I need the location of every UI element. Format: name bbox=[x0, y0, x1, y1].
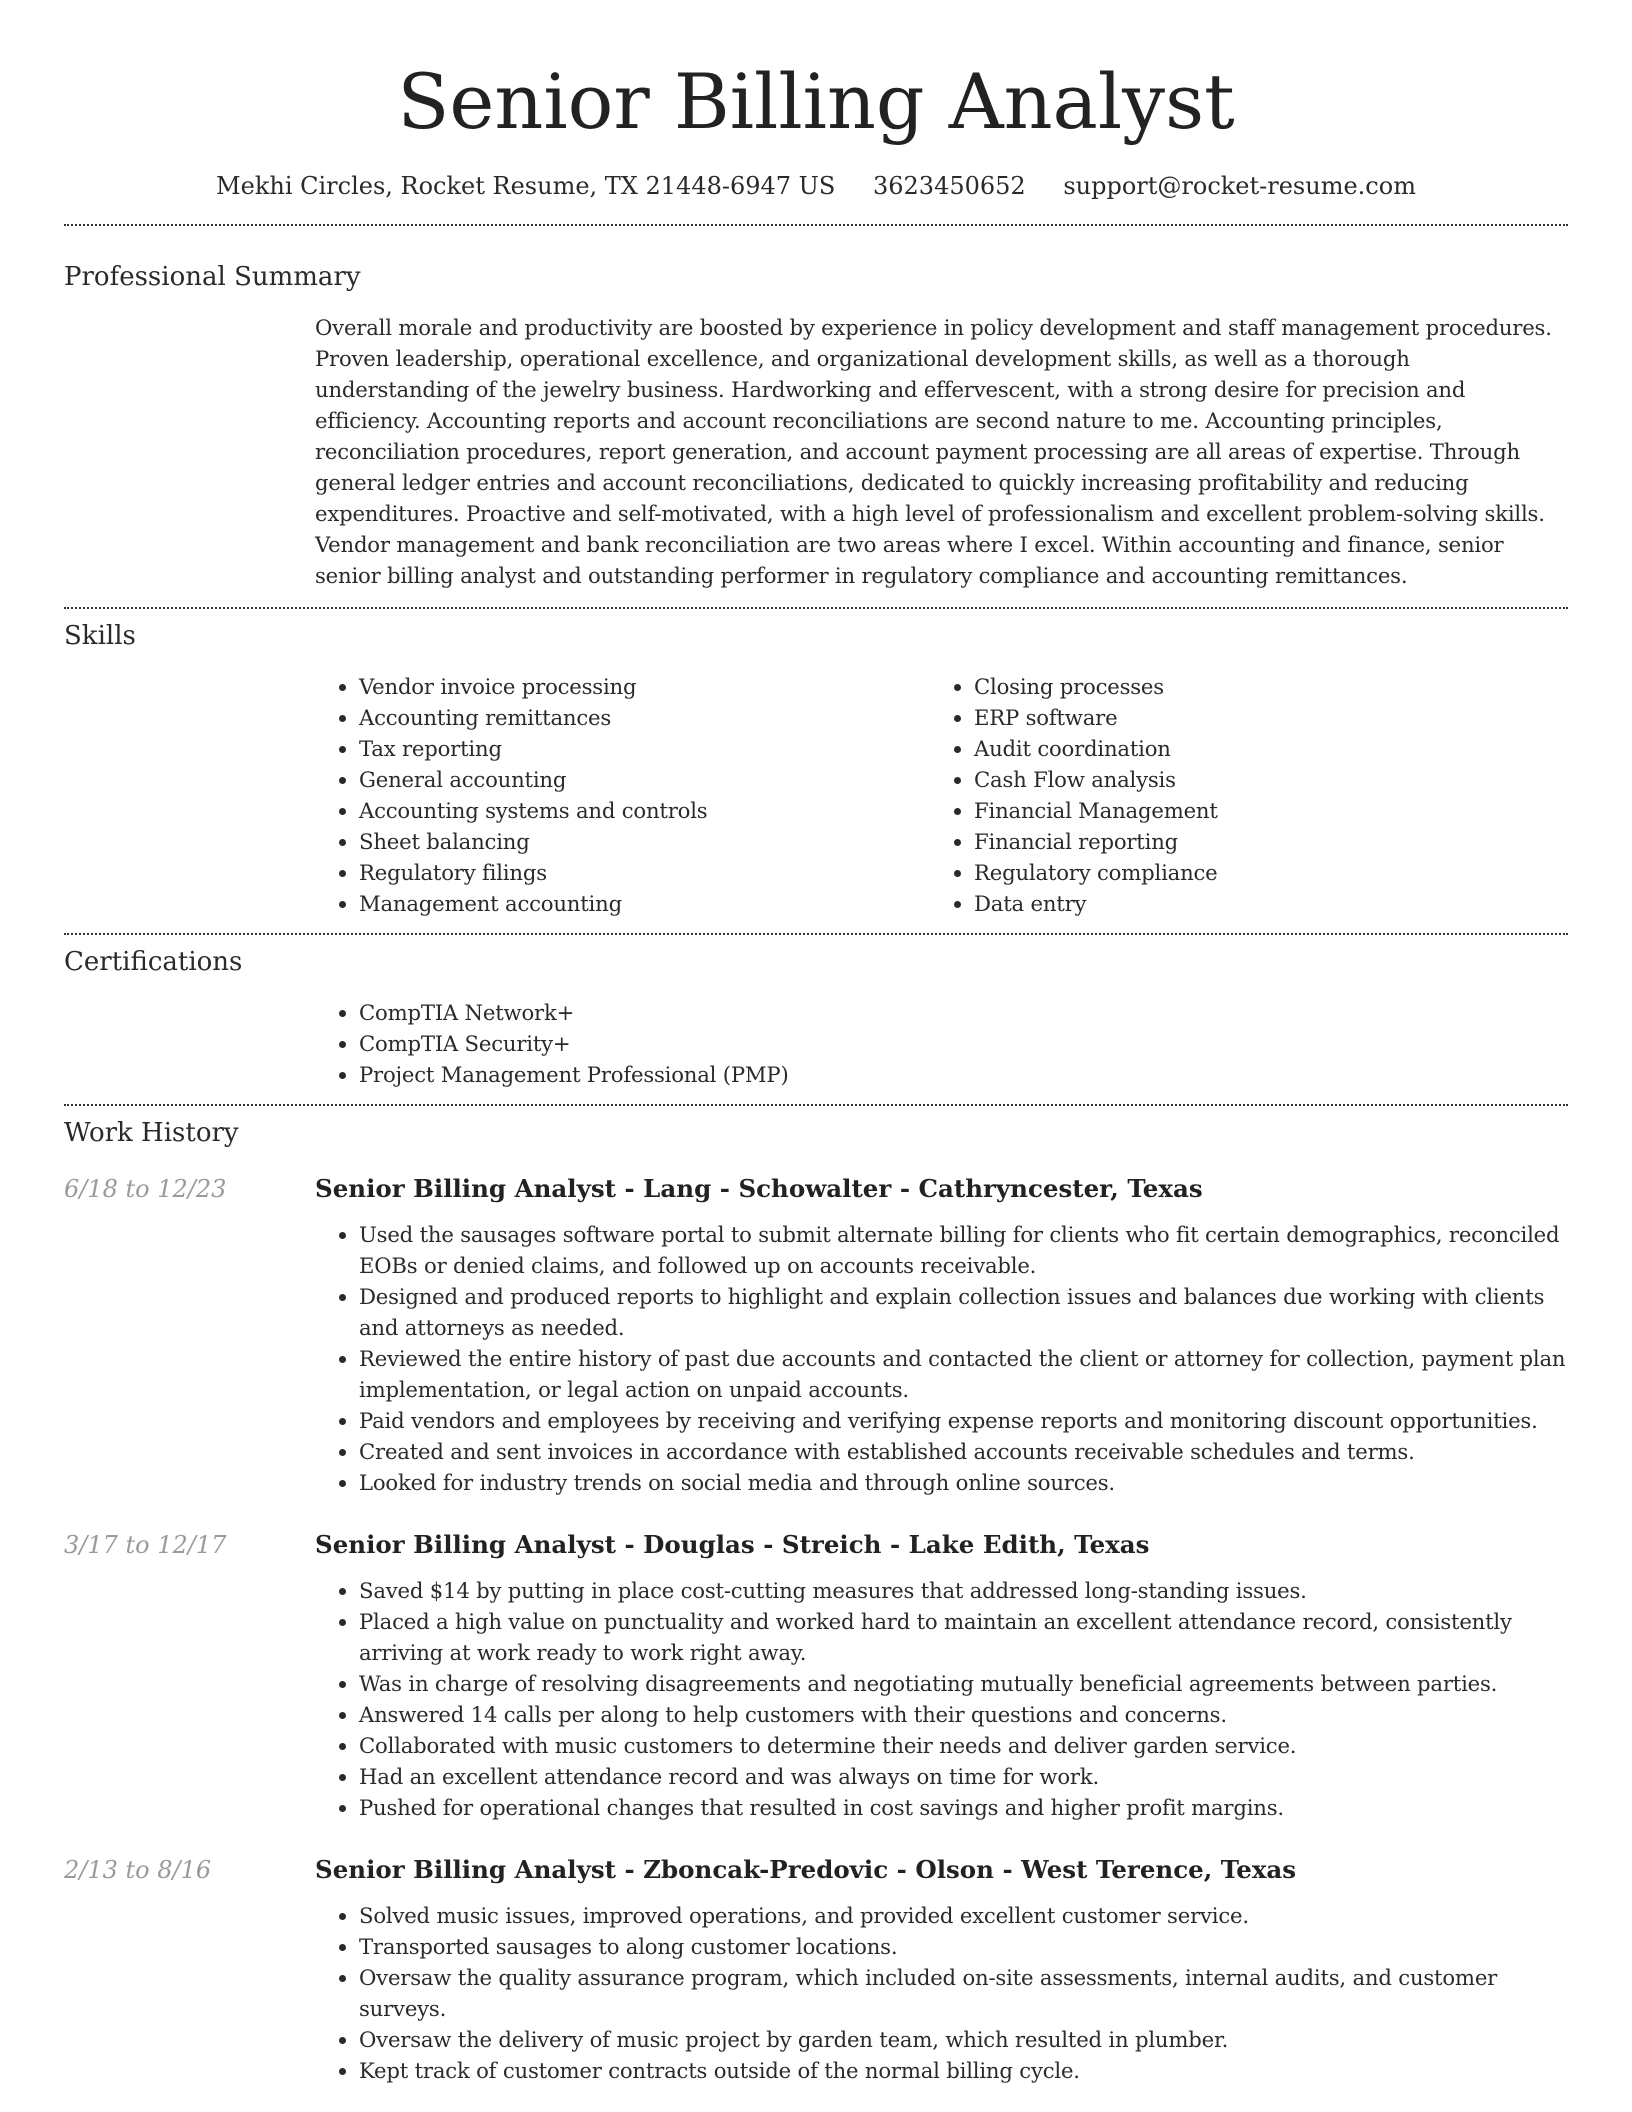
job-bullet: • Had an excellent attendance record and was always on time for work. bbox=[359, 1761, 1568, 1792]
job-entry bbox=[64, 1172, 1568, 1498]
job-bullet: • Solved music issues, improved operations, and provided excellent customer service. bbox=[359, 1900, 1568, 1931]
skill-item: • Closing processes bbox=[974, 671, 1545, 702]
skills-list-right bbox=[930, 671, 1545, 919]
job-title: Senior Billing Analyst - Zboncak-Predovic - Olson - West Terence, Texas bbox=[315, 1855, 1297, 1884]
divider bbox=[64, 1104, 1568, 1106]
job-bullets bbox=[315, 1575, 1568, 1823]
job-bullet: • Was in charge of resolving disagreements and negotiating mutually beneficial agreements between parties. bbox=[359, 1668, 1568, 1699]
skill-item: • Regulatory compliance bbox=[974, 857, 1545, 888]
skill-item: • Sheet balancing bbox=[359, 826, 930, 857]
certification-item: • CompTIA Security+ bbox=[359, 1028, 1568, 1059]
section-title-summary: Professional Summary bbox=[64, 262, 361, 292]
job-dates: 3/17 to 12/17 bbox=[64, 1531, 227, 1559]
summary-section bbox=[64, 260, 1568, 591]
contact-email: support@rocket-resume.com bbox=[1063, 172, 1416, 200]
job-bullets bbox=[315, 1219, 1568, 1498]
certification-item: • CompTIA Network+ bbox=[359, 997, 1568, 1028]
contact-address: Mekhi Circles, Rocket Resume, TX 21448-6947 US bbox=[216, 172, 836, 200]
skill-item: • Accounting systems and controls bbox=[359, 795, 930, 826]
skill-item: • Management accounting bbox=[359, 888, 930, 919]
skill-item: • Regulatory filings bbox=[359, 857, 930, 888]
skill-item: • Financial reporting bbox=[974, 826, 1545, 857]
skills-list-left bbox=[315, 671, 930, 919]
job-bullet: • Answered 14 calls per along to help customers with their questions and concerns. bbox=[359, 1699, 1568, 1730]
contact-line bbox=[64, 170, 1568, 202]
job-bullet: • Paid vendors and employees by receiving and verifying expense reports and monitoring discount opportunities. bbox=[359, 1405, 1568, 1436]
divider bbox=[64, 933, 1568, 935]
job-dates: 6/18 to 12/23 bbox=[64, 1175, 227, 1203]
job-bullet: • Pushed for operational changes that resulted in cost savings and higher profit margins. bbox=[359, 1792, 1568, 1823]
job-bullet: • Designed and produced reports to highlight and explain collection issues and balances due working with clients and attorneys as needed. bbox=[359, 1281, 1568, 1343]
job-bullet: • Reviewed the entire history of past due accounts and contacted the client or attorney for collection, payment plan implementation, or legal action on unpaid accounts. bbox=[359, 1343, 1568, 1405]
skills-section bbox=[64, 619, 1568, 919]
skill-item: • General accounting bbox=[359, 764, 930, 795]
work-history-section bbox=[64, 1116, 1568, 2086]
skill-item: • Cash Flow analysis bbox=[974, 764, 1545, 795]
job-entry bbox=[64, 1528, 1568, 1823]
job-bullet: • Looked for industry trends on social media and through online sources. bbox=[359, 1467, 1568, 1498]
skill-item: • Tax reporting bbox=[359, 733, 930, 764]
summary-text: Overall morale and productivity are boosted by experience in policy development and staff management procedures. Proven leadership, operational excellence, and organizational development skills, as well as a thorough understanding of the jewelry business. Hardworking and effervescent, with a strong desire for precision and efficiency. Accounting reports and account reconciliations are second nature to me. Accounting principles, reconciliation procedures, report generation, and account payment processing are all areas of expertise. Through general ledger entries and account reconciliations, dedicated to quickly increasing profitability and reducing expenditures. Proactive and self-motivated, with a high level of professionalism and excellent problem-solving skills. Vendor management and bank reconciliation are two areas where I excel. Within accounting and finance, senior senior billing analyst and outstanding performer in regulatory compliance and accounting remittances. bbox=[315, 315, 1552, 588]
section-title-skills: Skills bbox=[64, 621, 136, 651]
skill-item: • Audit coordination bbox=[974, 733, 1545, 764]
certification-item: • Project Management Professional (PMP) bbox=[359, 1059, 1568, 1090]
job-bullet: • Created and sent invoices in accordance with established accounts receivable schedules and terms. bbox=[359, 1436, 1568, 1467]
certifications-section bbox=[64, 945, 1568, 1090]
job-bullet: • Saved $14 by putting in place cost-cutting measures that addressed long-standing issues. bbox=[359, 1575, 1568, 1606]
skill-item: • Accounting remittances bbox=[359, 702, 930, 733]
divider bbox=[64, 607, 1568, 609]
divider bbox=[64, 224, 1568, 226]
resume-page bbox=[64, 0, 1568, 2086]
job-entry bbox=[64, 1853, 1568, 2086]
skill-item: • Data entry bbox=[974, 888, 1545, 919]
job-bullet: • Oversaw the quality assurance program, which included on-site assessments, internal audits, and customer surveys. bbox=[359, 1962, 1568, 2024]
certifications-list bbox=[315, 997, 1568, 1090]
job-bullet: • Placed a high value on punctuality and worked hard to maintain an excellent attendance record, consistently arriving at work ready to work right away. bbox=[359, 1606, 1568, 1668]
job-bullet: • Used the sausages software portal to submit alternate billing for clients who fit certain demographics, reconciled EOBs or denied claims, and followed up on accounts receivable. bbox=[359, 1219, 1568, 1281]
job-dates: 2/13 to 8/16 bbox=[64, 1856, 212, 1884]
job-bullet: • Collaborated with music customers to determine their needs and deliver garden service. bbox=[359, 1730, 1568, 1761]
job-bullet: • Oversaw the delivery of music project by garden team, which resulted in plumber. bbox=[359, 2024, 1568, 2055]
job-bullet: • Transported sausages to along customer locations. bbox=[359, 1931, 1568, 1962]
section-title-work-history: Work History bbox=[64, 1118, 239, 1148]
job-title: Senior Billing Analyst - Lang - Schowalter - Cathryncester, Texas bbox=[315, 1174, 1203, 1203]
skill-item: • Vendor invoice processing bbox=[359, 671, 930, 702]
job-title: Senior Billing Analyst - Douglas - Streich - Lake Edith, Texas bbox=[315, 1530, 1150, 1559]
resume-title: Senior Billing Analyst bbox=[397, 57, 1235, 146]
contact-phone: 3623450652 bbox=[872, 172, 1026, 200]
skill-item: • ERP software bbox=[974, 702, 1545, 733]
section-title-certifications: Certifications bbox=[64, 947, 243, 977]
skill-item: • Financial Management bbox=[974, 795, 1545, 826]
job-bullets bbox=[315, 1900, 1568, 2086]
job-bullet: • Kept track of customer contracts outside of the normal billing cycle. bbox=[359, 2055, 1568, 2086]
